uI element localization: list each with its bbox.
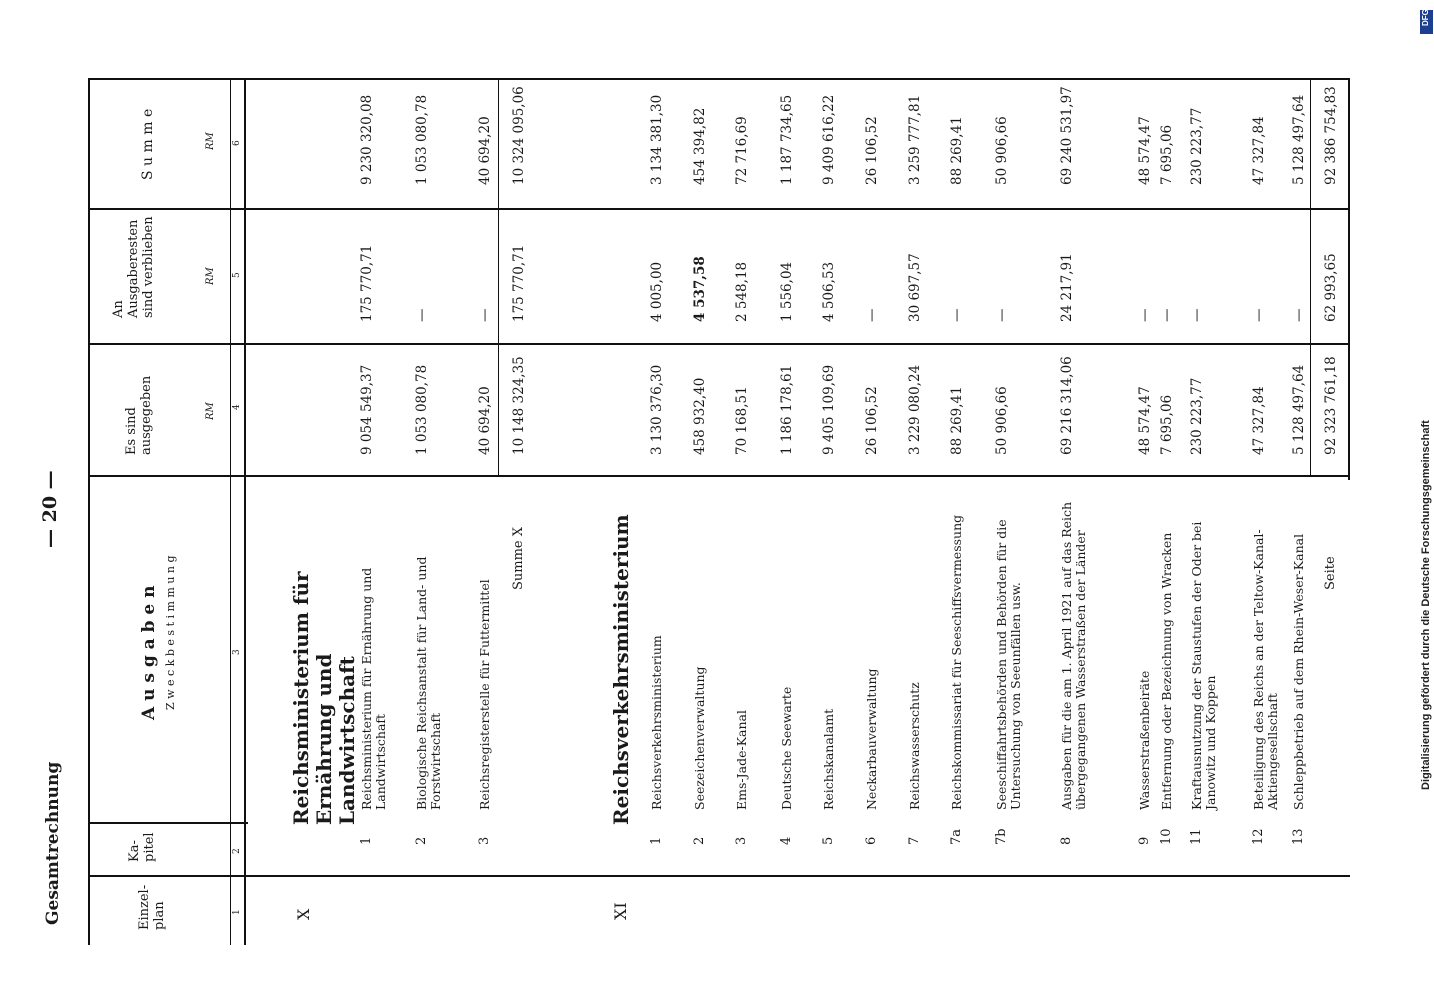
amount-spent: 9 405 109,69 <box>821 364 837 455</box>
amount-spent: 3 130 376,30 <box>649 364 665 455</box>
amount-total: 454 394,82 <box>692 107 708 185</box>
col5-unit: RM <box>205 267 216 285</box>
plan-X: X <box>294 908 313 920</box>
amount-spent: 70 168,51 <box>734 386 750 455</box>
amount-total: 47 327,84 <box>1251 116 1267 185</box>
amount-remaining: 4 506,53 <box>821 261 837 322</box>
dfg-watermark <box>1420 10 1434 990</box>
amount-remaining: — <box>477 308 493 322</box>
amount-total: 5 128 497,64 <box>1291 94 1307 185</box>
col-divider-plan-kap <box>88 875 1350 877</box>
col-divider-c4-c5 <box>88 343 1350 345</box>
section-heading-0: Reichsministerium für Ernährung und Landwirtschaft <box>289 571 359 825</box>
sum-label: Seite <box>1323 556 1338 590</box>
col2-title: Ka- pitel <box>127 832 157 862</box>
amount-remaining: — <box>1137 308 1153 322</box>
col6-unit: RM <box>205 132 216 150</box>
kapitel-number: 1 <box>359 836 374 845</box>
amount-remaining: — <box>414 308 430 322</box>
amount-total: 3 134 381,30 <box>649 94 665 185</box>
sum-label: Summe X <box>511 526 526 590</box>
amount-total: 9 230 320,08 <box>359 94 375 185</box>
row-description: Wasserstraßenbeiräte <box>1137 670 1152 810</box>
amount-total: 7 695,06 <box>1159 124 1175 185</box>
amount-remaining: 175 770,71 <box>359 244 375 322</box>
row-description: Reichsverkehrsministerium <box>649 635 664 810</box>
kapitel-number: 8 <box>1059 836 1074 845</box>
amount-spent: 47 327,84 <box>1251 386 1267 455</box>
col1-no: 1 <box>232 909 242 915</box>
table-bottom-rule <box>1348 80 1350 480</box>
amount-spent: 230 223,77 <box>1189 377 1205 455</box>
amount-total: 50 906,66 <box>994 116 1010 185</box>
row-description: Kraftausnutzung der Staustufen der Oder bei Janowitz und Koppen <box>1189 521 1219 810</box>
amount-total: 230 223,77 <box>1189 107 1205 185</box>
amount-remaining: — <box>1291 308 1307 322</box>
kapitel-number: 4 <box>779 836 794 845</box>
amount-remaining: 2 548,18 <box>734 261 750 322</box>
kapitel-number: 7b <box>994 828 1009 845</box>
row-description: Reichsministerium für Ernährung und Landwirtschaft <box>359 567 389 810</box>
sum-total: 92 386 754,83 <box>1323 86 1339 185</box>
amount-spent: 458 932,40 <box>692 377 708 455</box>
amount-remaining: — <box>1159 308 1175 322</box>
sum-rule <box>1310 80 1311 475</box>
sum-rule <box>498 80 499 475</box>
kapitel-number: 3 <box>734 836 749 845</box>
amount-spent: 3 229 080,24 <box>907 364 923 455</box>
amount-remaining: 4 005,00 <box>649 261 665 322</box>
amount-remaining: 30 697,57 <box>907 253 923 322</box>
kapitel-number: 3 <box>477 836 492 845</box>
amount-total: 40 694,20 <box>477 116 493 185</box>
col1-title: Einzel- plan <box>137 884 167 930</box>
col4-title: Es sind ausgegeben <box>124 375 154 455</box>
col6-no: 6 <box>232 140 242 146</box>
row-description: Seezeichenverwaltung <box>692 666 707 810</box>
row-description: Entfernung oder Bezeichnung von Wracken <box>1159 532 1174 810</box>
amount-total: 26 106,52 <box>864 116 880 185</box>
kapitel-number: 9 <box>1137 836 1152 845</box>
section-title-v: Gesamtrechnung <box>43 761 63 925</box>
row-description: Ausgaben für die am 1. April 1921 auf das Reich übergegangenen Wasserstraßen der Länder <box>1059 501 1089 810</box>
col6-title: S u m m e <box>140 108 156 180</box>
sum-spent: 92 323 761,18 <box>1323 356 1339 455</box>
kapitel-number: 7a <box>949 828 964 845</box>
kapitel-number: 12 <box>1251 828 1266 845</box>
amount-remaining: — <box>994 308 1010 322</box>
kapitel-number: 1 <box>649 836 664 845</box>
row-description: Beteiligung des Reichs an der Teltow-Kanal-Aktiengesellschaft <box>1251 529 1281 810</box>
amount-spent: 69 216 314,06 <box>1059 356 1075 455</box>
amount-total: 1 187 734,65 <box>779 94 795 185</box>
plan-XI: XI <box>611 902 630 920</box>
row-description: Deutsche Seewarte <box>779 686 794 810</box>
col3-title: A u s g a b e n <box>139 585 159 720</box>
amount-spent: 40 694,20 <box>477 386 493 455</box>
section-heading-1: Reichsverkehrsministerium <box>609 514 633 825</box>
dfg-logo-icon: DFG <box>1420 10 1433 34</box>
col4-unit: RM <box>205 402 216 420</box>
row-description: Reichswasserschutz <box>907 682 922 810</box>
amount-spent: 88 269,41 <box>949 386 965 455</box>
dfg-watermark-text: Digitalisierung gefördert durch die Deutsche Forschungsgemeinschaft <box>1420 420 1432 790</box>
col3-subtitle: Z w e c k b e s t i m m u n g <box>164 555 177 710</box>
amount-remaining: 1 556,04 <box>779 261 795 322</box>
row-description: Schleppbetrieb auf dem Rhein-Weser-Kanal <box>1291 533 1306 810</box>
kapitel-number: 11 <box>1189 828 1204 845</box>
col5-no: 5 <box>232 272 242 278</box>
amount-remaining: — <box>949 308 965 322</box>
page-number-v: — 20 — <box>39 470 61 548</box>
amount-spent: 26 106,52 <box>864 386 880 455</box>
kapitel-number: 5 <box>821 836 836 845</box>
amount-total: 3 259 777,81 <box>907 94 923 185</box>
amount-spent: 1 053 080,78 <box>414 364 430 455</box>
amount-spent: 48 574,47 <box>1137 386 1153 455</box>
amount-total: 72 716,69 <box>734 116 750 185</box>
amount-remaining: — <box>1189 308 1205 322</box>
amount-spent: 5 128 497,64 <box>1291 364 1307 455</box>
col-divider-c5-c6 <box>88 208 1350 210</box>
col2-no: 2 <box>232 848 242 854</box>
amount-total: 9 409 616,22 <box>821 94 837 185</box>
amount-remaining: 24 217,91 <box>1059 253 1075 322</box>
sum-remaining: 62 993,65 <box>1323 253 1339 322</box>
table-top-rule <box>88 78 1350 80</box>
amount-spent: 50 906,66 <box>994 386 1010 455</box>
sum-remaining: 175 770,71 <box>511 244 527 322</box>
kapitel-number: 2 <box>692 836 707 845</box>
sum-spent: 10 148 324,35 <box>511 356 527 455</box>
amount-spent: 7 695,06 <box>1159 394 1175 455</box>
amount-total: 48 574,47 <box>1137 116 1153 185</box>
row-description: Neckarbauverwaltung <box>864 668 879 810</box>
row-description: Reichskommissariat für Seeschiffsvermessung <box>949 514 964 810</box>
amount-total: 1 053 080,78 <box>414 94 430 185</box>
col5-title: An Ausgaberesten sind verblieben <box>111 216 156 318</box>
amount-total: 88 269,41 <box>949 116 965 185</box>
row-description: Biologische Reichsanstalt für Land- und Forstwirtschaft <box>414 556 444 810</box>
kapitel-number: 2 <box>414 836 429 845</box>
kapitel-number: 7 <box>907 836 922 845</box>
col-divider-kap-desc <box>88 822 248 824</box>
amount-total: 69 240 531,97 <box>1059 86 1075 185</box>
amount-spent: 1 186 178,61 <box>779 364 795 455</box>
amount-remaining: — <box>1251 308 1267 322</box>
col4-no: 4 <box>232 404 242 410</box>
row-description: Ems-Jade-Kanal <box>734 710 749 810</box>
row-description: Reichsregisterstelle für Futtermittel <box>477 579 492 810</box>
amount-remaining: 4 537,58 <box>692 256 708 322</box>
sum-total: 10 324 095,06 <box>511 86 527 185</box>
kapitel-number: 10 <box>1159 828 1174 845</box>
kapitel-number: 13 <box>1291 828 1306 845</box>
amount-spent: 9 054 549,37 <box>359 364 375 455</box>
col-divider-desc-c4 <box>88 475 1350 477</box>
amount-remaining: — <box>864 308 880 322</box>
col3-no: 3 <box>232 649 242 655</box>
row-description: Seeschiffahrtsbehörden und Behörden für die Untersuchung von Seeunfällen usw. <box>994 519 1024 810</box>
row-description: Reichskanalamt <box>821 708 836 810</box>
kapitel-number: 6 <box>864 836 879 845</box>
